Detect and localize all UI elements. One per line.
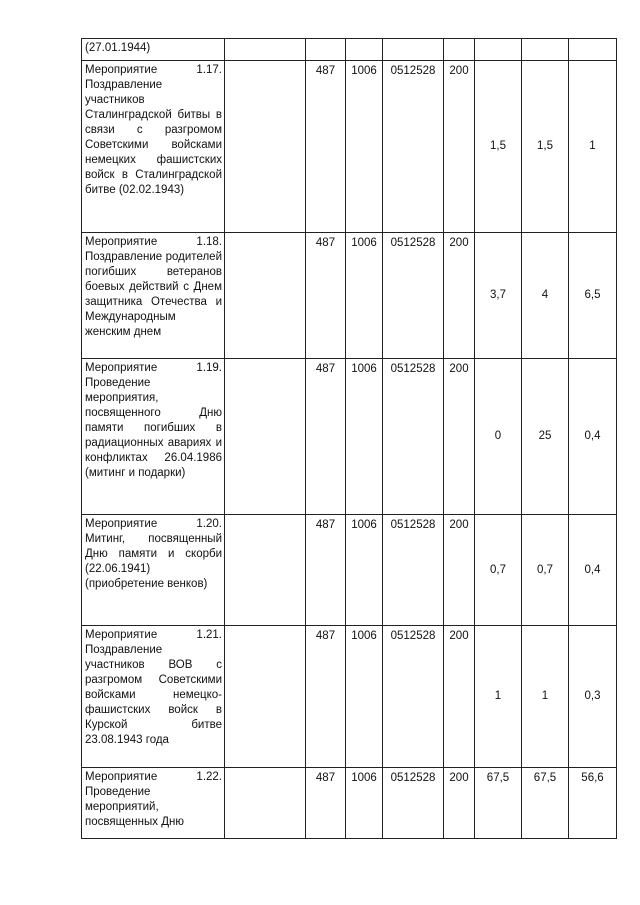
expense-type-cell: 200 — [444, 626, 475, 768]
value-year2-cell: 25 — [522, 359, 569, 515]
activity-name-cell — [82, 515, 225, 626]
value-year1-cell: 1 — [475, 626, 522, 768]
expense-type-cell: 200 — [444, 359, 475, 515]
activity-name-text: Мероприятие 1.19. Проведение мероприятия, посвященного Дню памяти погибших в радиационных авариях и конфликтах 26.04.1986 (митинг и подарки) — [85, 362, 222, 479]
value-year2-cell: 1,5 — [522, 61, 569, 233]
target-code-cell: 0512528 — [383, 768, 444, 839]
activity-name-cell — [82, 359, 225, 515]
expense-type-cell: 200 — [444, 233, 475, 359]
section-code-cell — [346, 39, 383, 61]
expense-type-cell: 200 — [444, 515, 475, 626]
expense-type-cell: 200 — [444, 768, 475, 839]
target-code-cell: 0512528 — [383, 359, 444, 515]
value-year3-cell: 0,4 — [569, 359, 617, 515]
section-code-cell: 1006 — [346, 626, 383, 768]
value-year3-cell: 6,5 — [569, 233, 617, 359]
value-year2-cell: 0,7 — [522, 515, 569, 626]
value-year2-cell: 1 — [522, 626, 569, 768]
gov-code-cell: 487 — [306, 61, 346, 233]
activity-name-text: Мероприятие 1.21. Поздравление участников ВОВ с разгромом Советскими войсками немецко-фашистских войск в Курской битве 23.08.1943 года — [85, 629, 222, 746]
value-year3-cell: 0,3 — [569, 626, 617, 768]
value-year3-cell: 1 — [569, 61, 617, 233]
gov-code-cell: 487 — [306, 515, 346, 626]
value-year2-cell: 4 — [522, 233, 569, 359]
value-year3-cell — [569, 39, 617, 61]
table-row — [82, 359, 617, 515]
table-row — [82, 39, 617, 61]
target-code-cell: 0512528 — [383, 233, 444, 359]
activity-name-cell — [82, 233, 225, 359]
activity-name-text: Мероприятие 1.17. Поздравление участников Сталинградской битвы в связи с разгромом Советскими войсками немецких фашистских войск в Сталинградской битве (02.02.1943) — [85, 64, 222, 196]
value-year1-cell: 0,7 — [475, 515, 522, 626]
activity-name-cell — [82, 768, 225, 839]
executor-cell — [225, 626, 306, 768]
gov-code-cell: 487 — [306, 626, 346, 768]
value-year3-cell: 0,4 — [569, 515, 617, 626]
value-year1-cell — [475, 39, 522, 61]
gov-code-cell: 487 — [306, 233, 346, 359]
activity-name-text: (27.01.1944) — [85, 42, 151, 54]
table-row — [82, 626, 617, 768]
table-row — [82, 61, 617, 233]
target-code-cell — [383, 39, 444, 61]
executor-cell — [225, 768, 306, 839]
gov-code-cell — [306, 39, 346, 61]
table-row — [82, 768, 617, 839]
table-row — [82, 515, 617, 626]
target-code-cell: 0512528 — [383, 515, 444, 626]
value-year2-cell — [522, 39, 569, 61]
executor-cell — [225, 233, 306, 359]
gov-code-cell: 487 — [306, 768, 346, 839]
section-code-cell: 1006 — [346, 233, 383, 359]
value-year1-cell: 0 — [475, 359, 522, 515]
activity-name-cell — [82, 61, 225, 233]
expense-type-cell — [444, 39, 475, 61]
executor-cell — [225, 515, 306, 626]
executor-cell — [225, 39, 306, 61]
table-body — [82, 39, 617, 839]
target-code-cell: 0512528 — [383, 626, 444, 768]
value-year3-cell: 56,6 — [569, 768, 617, 839]
section-code-cell: 1006 — [346, 768, 383, 839]
value-year1-cell: 1,5 — [475, 61, 522, 233]
activity-name-cell — [82, 39, 225, 61]
value-year1-cell: 3,7 — [475, 233, 522, 359]
table-row — [82, 233, 617, 359]
executor-cell — [225, 359, 306, 515]
activity-name-text: Мероприятие 1.18. Поздравление родителей погибших ветеранов боевых действий с Днем защитника Отечества и Международным женским днем — [85, 236, 222, 338]
executor-cell — [225, 61, 306, 233]
gov-code-cell: 487 — [306, 359, 346, 515]
value-year2-cell: 67,5 — [522, 768, 569, 839]
section-code-cell: 1006 — [346, 359, 383, 515]
activity-name-text: Мероприятие 1.20. Митинг, посвященный Дню памяти и скорби (22.06.1941) (приобретение венков) — [85, 518, 222, 590]
budget-table — [81, 38, 617, 839]
target-code-cell: 0512528 — [383, 61, 444, 233]
section-code-cell: 1006 — [346, 515, 383, 626]
activity-name-text: Мероприятие 1.22. Проведение мероприятий, посвященных Дню — [85, 771, 222, 828]
section-code-cell: 1006 — [346, 61, 383, 233]
value-year1-cell: 67,5 — [475, 768, 522, 839]
activity-name-cell — [82, 626, 225, 768]
expense-type-cell: 200 — [444, 61, 475, 233]
